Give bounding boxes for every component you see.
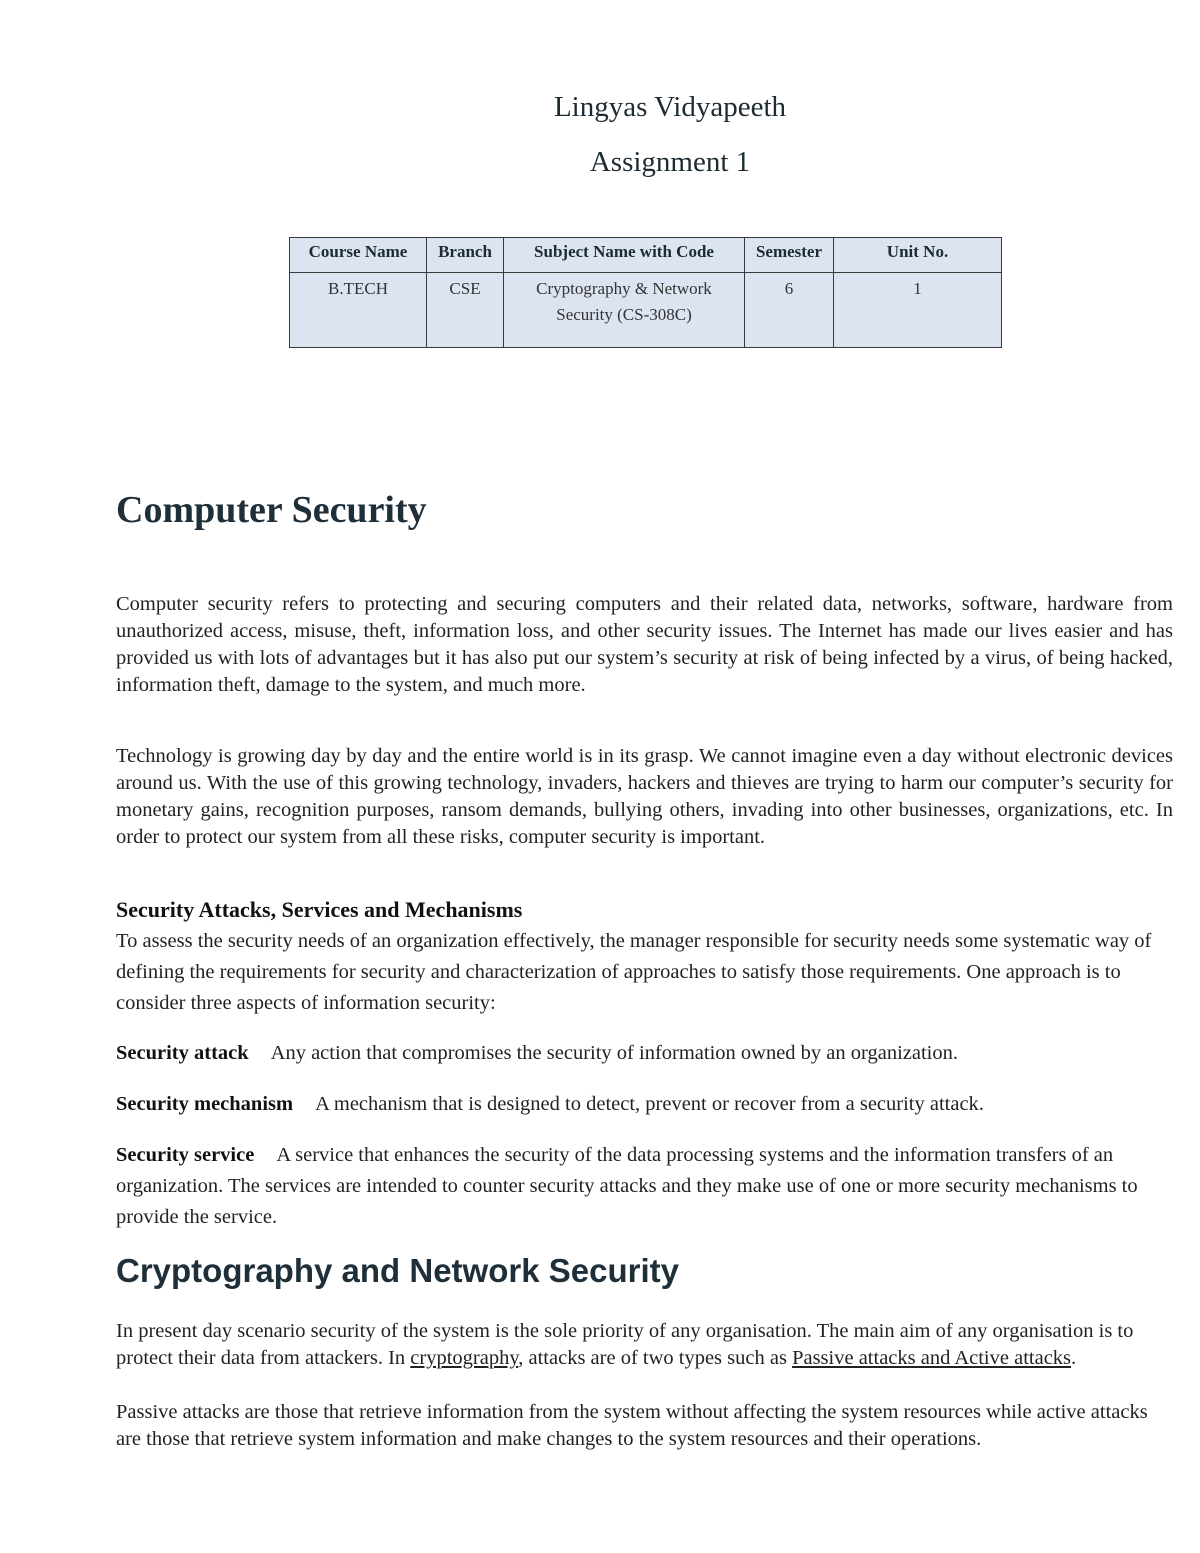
definition-term: Security attack [116, 1042, 249, 1064]
definition-security-service [116, 1140, 1166, 1233]
definition-security-mechanism [116, 1089, 1166, 1120]
definition-text: A mechanism that is designed to detect, prevent or recover from a security attack. [315, 1093, 984, 1115]
paragraph: Passive attacks are those that retrieve information from the system without affecting the system resources while active attacks are those that retrieve system information and make changes to the system resources and their operations. [116, 1401, 1148, 1450]
table-row [290, 273, 1002, 348]
header-unit: Unit No. [834, 238, 1002, 273]
paragraph: Computer security refers to protecting and securing computers and their related data, networks, software, hardware from unauthorized access, misuse, theft, information loss, and other security issues. The Internet has made our lives easier and has provided us with lots of advantages but it has also put our system’s security at risk of being infected by a virus, of being hacked, information theft, damage to the system, and much more. [116, 593, 1173, 696]
header-branch: Branch [427, 238, 504, 273]
cell-semester: 6 [745, 273, 834, 348]
cell-course: B.TECH [290, 273, 427, 348]
table-header-row [290, 238, 1002, 273]
header-subject: Subject Name with Code [504, 238, 745, 273]
paragraph: To assess the security needs of an organization effectively, the manager responsible for security needs some systematic way of defining the requirements for security and characterization of approaches to satisfy those requirements. One approach is to consider three aspects of information security: [116, 930, 1152, 1014]
subject-line-2: Security (CS-308C) [556, 305, 692, 324]
text-run: , attacks are of two types such as [518, 1347, 793, 1369]
section-heading-computer-security: Computer Security [116, 489, 427, 531]
header-course-name: Course Name [290, 238, 427, 273]
institution-name: Lingyas Vidyapeeth [553, 91, 787, 123]
definition-security-attack [116, 1038, 1166, 1069]
definition-term: Security service [116, 1144, 255, 1166]
text-run: . [1071, 1347, 1077, 1369]
course-info-table [289, 237, 1002, 348]
text-run: In present day scenario security of the system is the sole priority of any organisation. The main aim of any organisation is to protect their data from attackers. In [116, 1320, 1134, 1369]
cell-unit: 1 [834, 273, 1002, 348]
cell-subject [504, 273, 745, 348]
definition-term: Security mechanism [116, 1093, 294, 1115]
cell-branch: CSE [427, 273, 504, 348]
definition-text: Any action that compromises the security of information owned by an organization. [270, 1042, 958, 1064]
link-cryptography[interactable]: cryptography [410, 1347, 519, 1369]
paragraph: Technology is growing day by day and the entire world is in its grasp. We cannot imagine even a day without electronic devices around us. With the use of this growing technology, invaders, hackers and thieves are trying to harm our computer’s security for monetary gains, recognition purposes, ransom demands, bullying others, invading into other businesses, organizations, etc. In order to protect our system from all these risks, computer security is important. [116, 745, 1173, 848]
paragraph [116, 1318, 1166, 1372]
section-heading-crypto-network: Cryptography and Network Security [116, 1252, 679, 1289]
link-passive-active-attacks[interactable]: Passive attacks and Active attacks [792, 1347, 1072, 1369]
definition-text: A service that enhances the security of the data processing systems and the information transfers of an organization. The services are intended to counter security attacks and they make use of one or more security mechanisms to provide the service. [116, 1144, 1138, 1228]
subject-line-1: Cryptography & Network [536, 279, 712, 298]
subheading-attacks-services: Security Attacks, Services and Mechanisms [116, 897, 523, 922]
header-semester: Semester [745, 238, 834, 273]
assignment-title: Assignment 1 [589, 146, 751, 178]
